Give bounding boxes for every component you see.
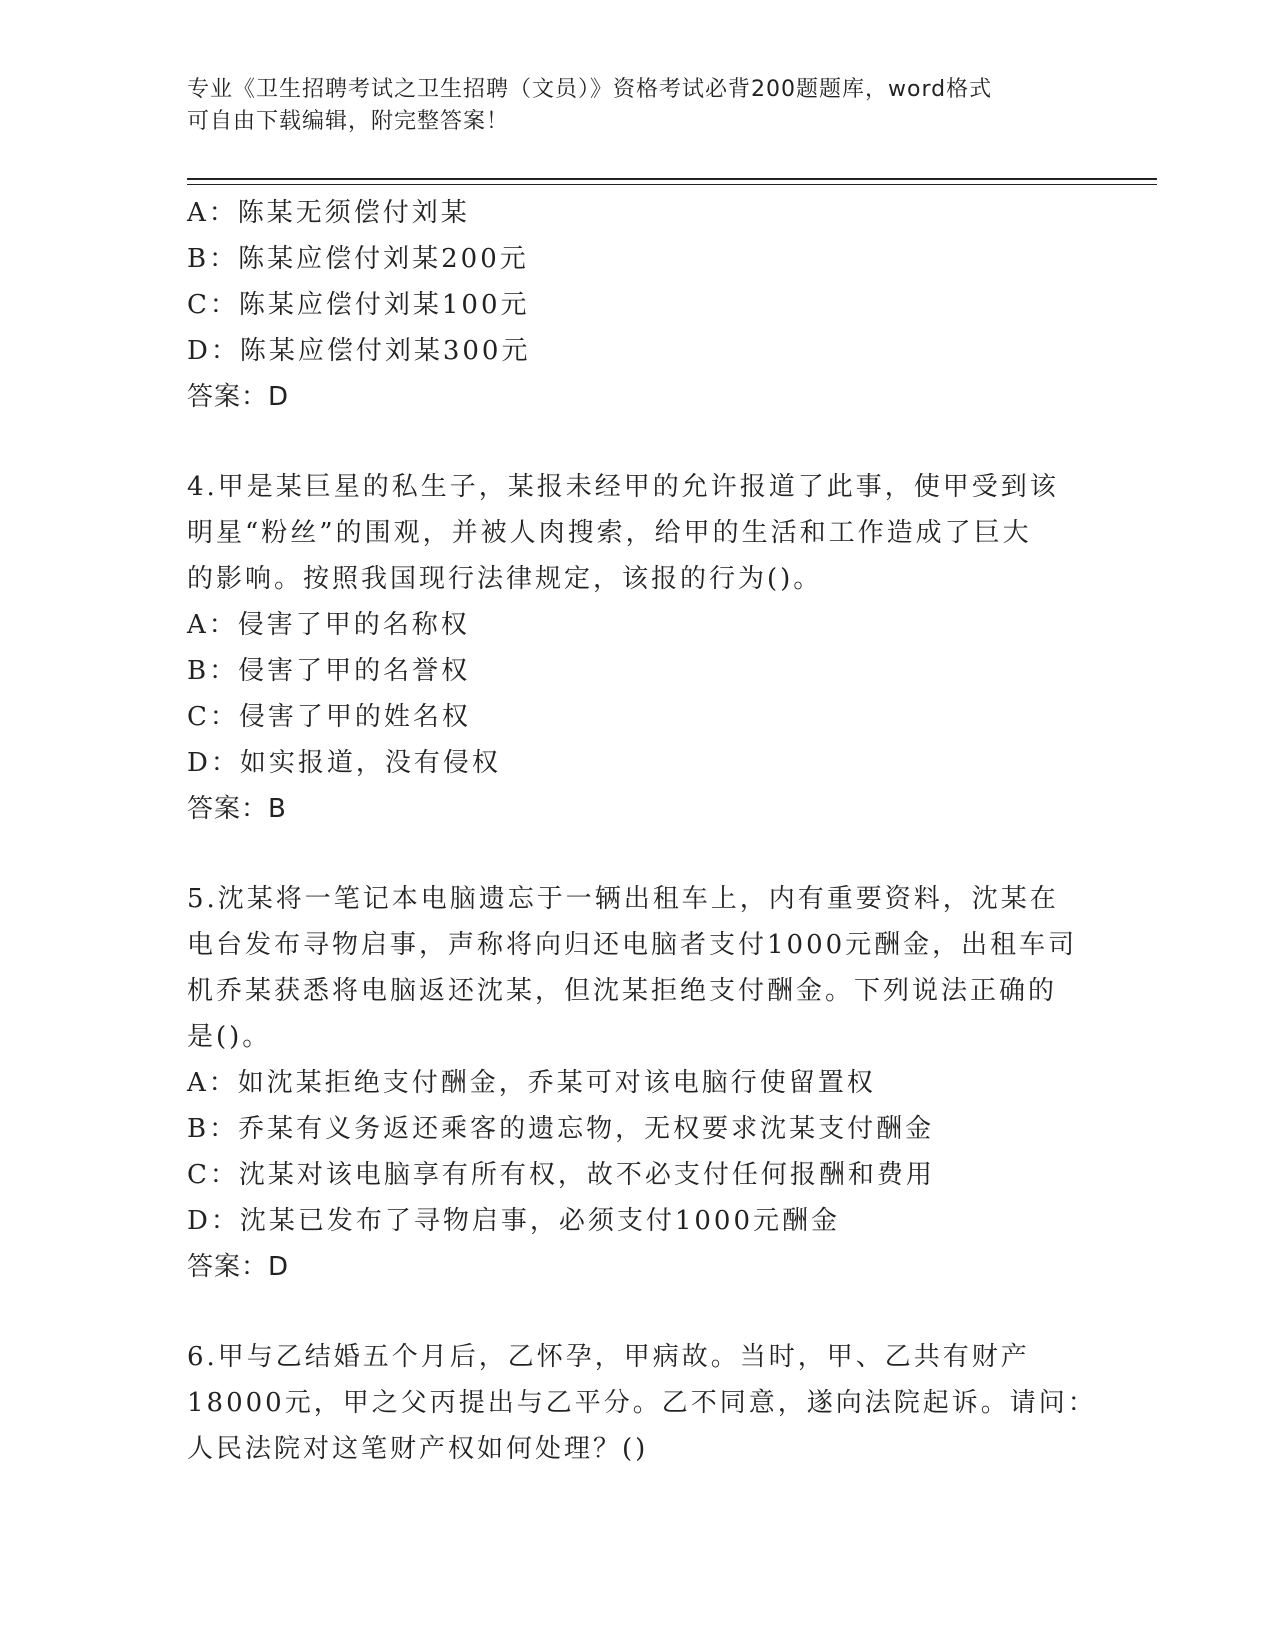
header-line-1: 专业《卫生招聘考试之卫生招聘（文员）》资格考试必背200题题库，word格式 (187, 77, 993, 102)
option-b: B：侵害了甲的名誉权 (187, 656, 471, 686)
option-b: B：乔某有义务返还乘客的遗忘物，无权要求沈某支付酬金 (187, 1114, 935, 1144)
question-text-line: 5.沈某将一笔记本电脑遗忘于一辆出租车上，内有重要资料，沈某在 (187, 884, 1059, 914)
answer-label: 答案：D (187, 1252, 290, 1282)
document-body (187, 190, 1097, 1472)
question-5 (187, 876, 1087, 1290)
question-text-line: 4.甲是某巨星的私生子，某报未经甲的允许报道了此事，使甲受到该 (187, 472, 1059, 502)
header-line-2: 可自由下载编辑，附完整答案！ (187, 109, 510, 134)
option-a: A：侵害了甲的名称权 (187, 610, 470, 640)
option-c: C：陈某应偿付刘某100元 (187, 290, 530, 320)
option-c: C：沈某对该电脑享有所有权，故不必支付任何报酬和费用 (187, 1160, 935, 1190)
document-header (187, 74, 1067, 138)
option-c: C：侵害了甲的姓名权 (187, 702, 471, 732)
answer-label: 答案：B (187, 794, 287, 824)
option-b: B：陈某应偿付刘某200元 (187, 244, 529, 274)
question-6 (187, 1334, 1097, 1472)
question-text-line: 电台发布寻物启事，声称将向归还电脑者支付1000元酬金，出租车司 (187, 930, 1078, 960)
header-rule-thin (187, 184, 1157, 185)
question-text-line: 机乔某获悉将电脑返还沈某，但沈某拒绝支付酬金。下列说法正确的 (187, 976, 1058, 1006)
question-text-line: 6.甲与乙结婚五个月后，乙怀孕，甲病故。当时，甲、乙共有财产 (187, 1342, 1030, 1372)
question-text-line: 明星“粉丝”的围观，并被人肉搜索，给甲的生活和工作造成了巨大 (187, 518, 1032, 548)
question-4 (187, 464, 1087, 832)
answer-label: 答案：D (187, 382, 290, 412)
question-3 (187, 190, 1087, 420)
option-d: D：如实报道，没有侵权 (187, 748, 501, 778)
option-d: D：陈某应偿付刘某300元 (187, 336, 531, 366)
header-rule-thick (187, 178, 1157, 180)
option-a: A：如沈某拒绝支付酬金，乔某可对该电脑行使留置权 (187, 1068, 876, 1098)
question-text-line: 的影响。按照我国现行法律规定，该报的行为()。 (187, 564, 823, 594)
question-text-line: 18000元，甲之父丙提出与乙平分。乙不同意，遂向法院起诉。请问： (187, 1388, 1097, 1418)
question-text-line: 人民法院对这笔财产权如何处理？() (187, 1434, 649, 1464)
option-d: D：沈某已发布了寻物启事，必须支付1000元酬金 (187, 1206, 841, 1236)
question-text-line: 是()。 (187, 1022, 272, 1052)
option-a: A：陈某无须偿付刘某 (187, 198, 470, 228)
